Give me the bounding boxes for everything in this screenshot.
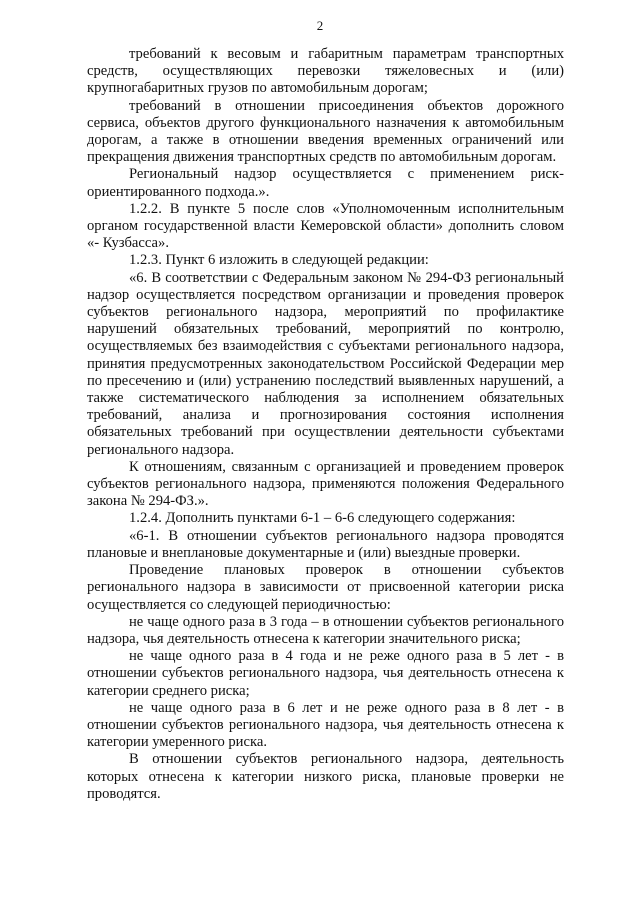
paragraph: 1.2.3. Пункт 6 изложить в следующей редакции: [129,252,429,269]
paragraph: не чаще одного раза в 6 лет и не реже одного раза в 8 лет - в отношении субъектов регионального надзора, чья деятельность отнесена к категории умеренного риска. [87,699,564,751]
paragraph: не чаще одного раза в 3 года – в отношении субъектов регионального надзора, чья деятельность отнесена к категории значительного риска; [87,613,564,647]
paragraph: «6. В соответствии с Федеральным законом № 294-ФЗ региональный надзор осуществляется посредством организации и проведения проверок субъектов регионального надзора, мероприятий по профилактике нарушений обязательных требований, мероприятий по контролю, осуществляемых без взаимодействия с субъектами регионального надзора, принятия предусмотренных законодательством Российской Федерации мер по пресечению и (или) устранению последствий выявленных нарушений, а также систематического наблюдения за исполнением обязательных требований, анализа и прогнозирования состояния исполнения обязательных требований при осуществлении деятельности субъектами регионального надзора. [87,269,564,458]
paragraph: В отношении субъектов регионального надзора, деятельность которых отнесена к категории низкого риска, плановые проверки не проводятся. [87,751,564,802]
document-body [87,46,564,803]
paragraph: 1.2.2. В пункте 5 после слов «Уполномоченным исполнительным органом государственной власти Кемеровской области» дополнить словом «- Кузбасса». [87,200,564,252]
paragraph: К отношениям, связанным с организацией и проведением проверок субъектов регионального надзора, применяются положения Федерального закона № 294-ФЗ.». [87,458,564,510]
page-number: 2 [316,18,324,33]
paragraph: Проведение плановых проверок в отношении субъектов регионального надзора в зависимости от присвоенной категории риска осуществляется со следующей периодичностью: [87,562,564,613]
paragraph: не чаще одного раза в 4 года и не реже одного раза в 5 лет - в отношении субъектов регионального надзора, чья деятельность отнесена к категории среднего риска; [87,648,564,699]
paragraph: Региональный надзор осуществляется с применением риск-ориентированного подхода.». [87,166,564,200]
paragraph: «6-1. В отношении субъектов регионального надзора проводятся плановые и внеплановые документарные и (или) выездные проверки. [87,527,564,561]
paragraph: требований в отношении присоединения объектов дорожного сервиса, объектов другого функционального назначения к автомобильным дорогам, а также в отношении введения временных ограничений или прекращения движения транспортных средств по автомобильным дорогам. [87,97,564,166]
paragraph: требований к весовым и габаритным параметрам транспортных средств, осуществляющих перевозки тяжеловесных и (или) крупногабаритных грузов по автомобильным дорогам; [87,46,564,97]
paragraph: 1.2.4. Дополнить пунктами 6-1 – 6-6 следующего содержания: [129,510,516,527]
